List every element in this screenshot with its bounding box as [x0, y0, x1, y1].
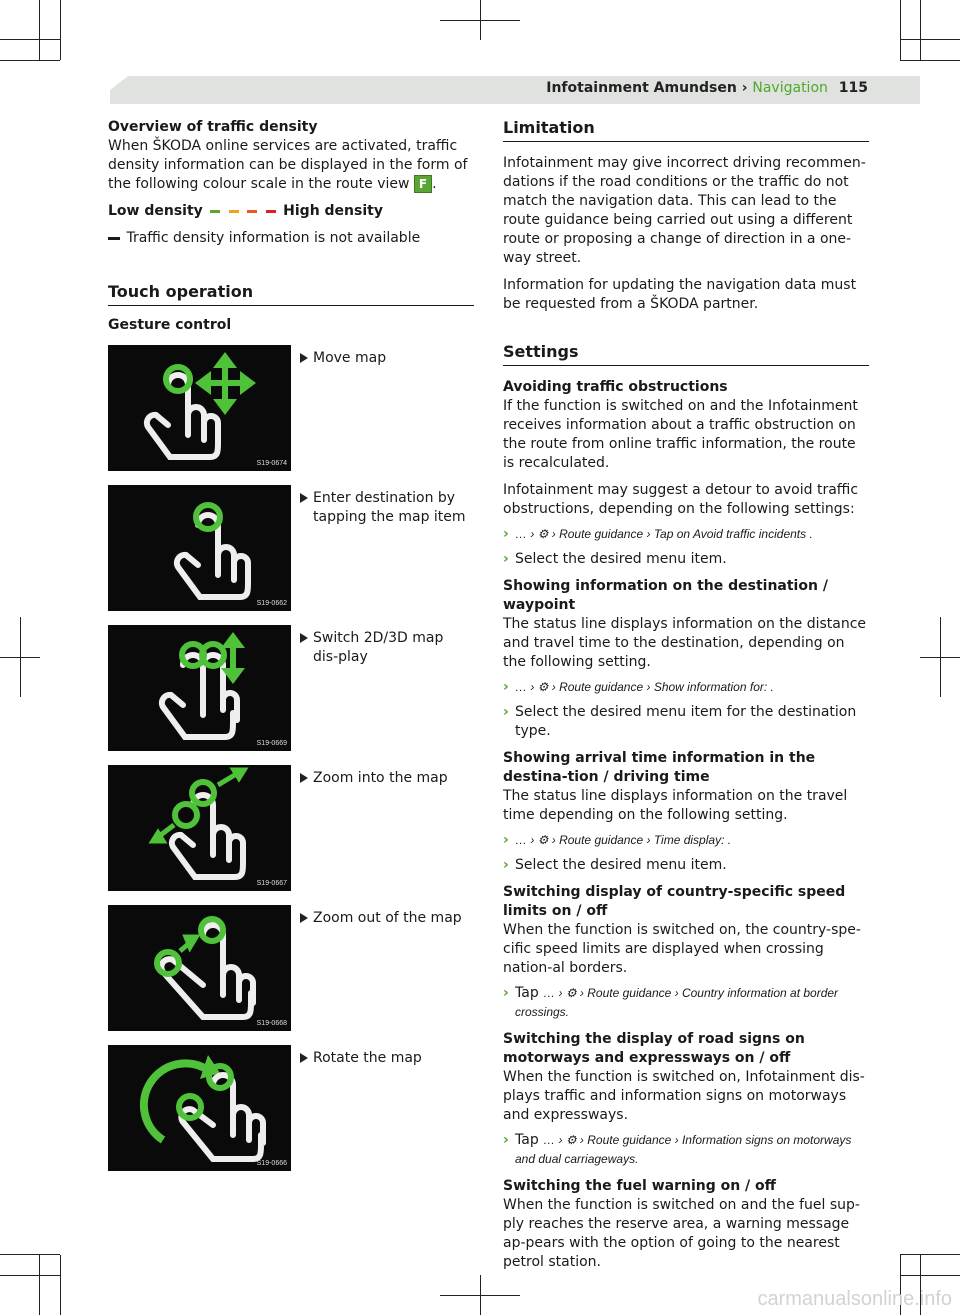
gesture-zoom-in: [108, 765, 474, 891]
triangle-bullet-icon: [300, 1053, 308, 1063]
arrival-title: Showing arrival time information in the destina-tion / driving time: [503, 750, 816, 785]
crop-mark: [0, 1275, 60, 1276]
image-code: S19-0662: [256, 600, 287, 607]
destination-paragraph: The status line displays information on the distance and travel time to the destination, depending on the following setting.: [503, 616, 867, 670]
gesture-image: [108, 905, 291, 1031]
gesture-image: [108, 345, 291, 471]
avoid-title: Avoiding traffic obstructions: [503, 379, 728, 395]
hand-pinch-out-icon: [108, 765, 291, 891]
crop-mark: [39, 0, 40, 60]
overview-text: [108, 137, 474, 194]
low-density-label: Low density: [108, 203, 203, 219]
chevron-right-icon: ›: [503, 1132, 509, 1148]
crop-mark: [60, 0, 61, 60]
fuel-warning-title: Switching the fuel warning on / off: [503, 1178, 777, 1194]
overview-title: Overview of traffic density: [108, 119, 318, 135]
destination-step-1: [503, 678, 869, 697]
triangle-bullet-icon: [300, 913, 308, 923]
crop-mark: [480, 1275, 481, 1315]
chevron-right-icon: ›: [503, 985, 509, 1001]
crop-mark: [900, 1254, 960, 1255]
destination-title: Showing information on the destination / waypoint: [503, 578, 828, 613]
chevron-right-icon: ›: [503, 679, 509, 695]
density-dash-red: [266, 210, 276, 213]
road-signs-title: Switching the display of road signs on motorways and expressways on / off: [503, 1031, 805, 1066]
right-column: [503, 118, 869, 1272]
avoid-step-1: [503, 525, 869, 544]
limitation-paragraph-1: Infotainment may give incorrect driving recommen-dations if the road conditions or the traffic do not match the navigation data. This can lead to the route guidance being carried out using a different route or proposing a change of direction in a one-way street.: [503, 155, 866, 266]
crop-mark: [900, 60, 960, 61]
menu-path: … › ⚙ › Route guidance › Information signs on motorways and dual carriageways.: [515, 1133, 852, 1166]
crop-mark: [900, 0, 901, 60]
gesture-image: [108, 625, 291, 751]
settings-heading: Settings: [503, 342, 869, 366]
gesture-switch-2d-3d: [108, 625, 474, 751]
crop-mark: [900, 1275, 960, 1276]
gesture-label: Move map: [300, 349, 474, 368]
speed-limits-title: Switching display of country-specific speed limits on / off: [503, 884, 846, 919]
limitation-paragraph-2: Information for updating the navigation data must be requested from a ŠKODA partner.: [503, 277, 857, 312]
gesture-label: Zoom into the map: [300, 769, 474, 788]
avoid-step-2: › Select the desired menu item.: [503, 551, 727, 567]
overview-text-end: .: [432, 176, 437, 192]
menu-path: … › ⚙ › Route guidance › Time display: .: [515, 833, 732, 847]
high-density-label: High density: [283, 203, 383, 219]
speed-limits-paragraph: When the function is switched on, the country-spe-cific speed limits are displayed when crossing nation-al borders.: [503, 922, 861, 976]
density-dash-green: [210, 210, 220, 213]
not-available-line: [108, 229, 474, 248]
density-dash-black: [108, 237, 120, 240]
gesture-zoom-out: [108, 905, 474, 1031]
avoid-paragraph-2: Infotainment may suggest a detour to avoid traffic obstructions, depending on the following settings:: [503, 482, 859, 517]
arrival-step-2: › Select the desired menu item.: [503, 857, 727, 873]
header-subsection: Navigation: [752, 80, 828, 96]
gesture-list: [108, 345, 474, 1175]
chevron-right-icon: ›: [503, 526, 509, 542]
hand-pinch-in-icon: [108, 905, 291, 1031]
crop-mark: [60, 1255, 61, 1315]
gesture-label: Zoom out of the map: [300, 909, 474, 928]
page-number: 115: [838, 80, 868, 96]
image-code: S19-0669: [256, 740, 287, 747]
overview-text-body: When ŠKODA online services are activated, traffic density information can be displayed in the form of the following colour scale in the route view: [108, 138, 468, 192]
chevron-right-icon: ›: [503, 857, 509, 873]
gesture-image: [108, 765, 291, 891]
crop-mark: [480, 0, 481, 40]
menu-path: … › ⚙ › Route guidance › Tap on Avoid traffic incidents .: [515, 527, 813, 541]
gesture-label: Switch 2D/3D map dis-play: [300, 629, 474, 667]
destination-step-2: › Select the desired menu item for the destination type.: [503, 704, 857, 739]
chevron-right-icon: ›: [503, 551, 509, 567]
density-dash-orange: [229, 210, 239, 213]
road-signs-paragraph: When the function is switched on, Infotainment dis-plays traffic and information signs on motorways and expressways.: [503, 1069, 865, 1123]
watermark: carmanualsonline.info: [757, 1288, 952, 1310]
gesture-image: [108, 485, 291, 611]
crop-mark: [20, 617, 21, 697]
triangle-bullet-icon: [300, 633, 308, 643]
header-section: Infotainment Amundsen: [546, 80, 737, 96]
menu-path: … › ⚙ › Route guidance › Show information for: .: [515, 680, 774, 694]
limitation-heading: Limitation: [503, 118, 869, 142]
image-code: S19-0668: [256, 1020, 287, 1027]
chevron-right-icon: ›: [503, 832, 509, 848]
triangle-bullet-icon: [300, 353, 308, 363]
left-column: [108, 118, 474, 335]
gesture-label: Rotate the map: [300, 1049, 474, 1068]
road-signs-step: › Tap … › ⚙ › Route guidance › Information signs on motorways and dual carriageways.: [503, 1132, 852, 1166]
image-code: S19-0674: [256, 460, 287, 467]
image-code: S19-0667: [256, 880, 287, 887]
fuel-warning-paragraph: When the function is switched on and the fuel sup-ply reaches the reserve area, a warning message ap-pears with the option of going to the nearest petrol station.: [503, 1197, 860, 1270]
chevron-right-icon: ›: [503, 704, 509, 720]
arrival-step-1: [503, 831, 869, 850]
gesture-image: [108, 1045, 291, 1171]
image-code: S19-0666: [256, 1160, 287, 1167]
arrival-paragraph: The status line displays information on the travel time depending on the following setting.: [503, 788, 848, 823]
gesture-enter-destination: [108, 485, 474, 611]
avoid-paragraph-1: If the function is switched on and the Infotainment receives information about a traffic obstruction on the route from online traffic information, the route is recalculated.: [503, 398, 858, 471]
density-dash-orange-red: [247, 210, 257, 213]
crop-mark: [940, 617, 941, 697]
speed-limits-step: › Tap … › ⚙ › Route guidance › Country information at border crossings.: [503, 985, 839, 1019]
menu-path: … › ⚙ › Route guidance › Country information at border crossings.: [515, 986, 839, 1019]
density-scale: [108, 202, 474, 221]
crop-mark: [900, 39, 960, 40]
touch-operation-heading: Touch operation: [108, 282, 474, 306]
gesture-control-heading: Gesture control: [108, 317, 232, 333]
header-separator: ›: [741, 80, 748, 96]
hand-two-finger-icon: [108, 625, 291, 751]
running-header: [546, 80, 868, 96]
triangle-bullet-icon: [300, 493, 308, 503]
figure-ref-box: F: [414, 175, 432, 193]
crop-mark: [0, 1254, 60, 1255]
gesture-rotate: [108, 1045, 474, 1171]
gesture-move-map: [108, 345, 474, 471]
crop-mark: [0, 39, 60, 40]
crop-mark: [920, 0, 921, 60]
hand-rotate-icon: [108, 1045, 291, 1171]
not-available-text: Traffic density information is not available: [126, 230, 421, 246]
gesture-label: Enter destination by tapping the map item: [300, 489, 474, 527]
hand-move-icon: [108, 345, 291, 471]
triangle-bullet-icon: [300, 773, 308, 783]
crop-mark: [0, 60, 60, 61]
crop-mark: [39, 1255, 40, 1315]
hand-tap-icon: [108, 485, 291, 611]
